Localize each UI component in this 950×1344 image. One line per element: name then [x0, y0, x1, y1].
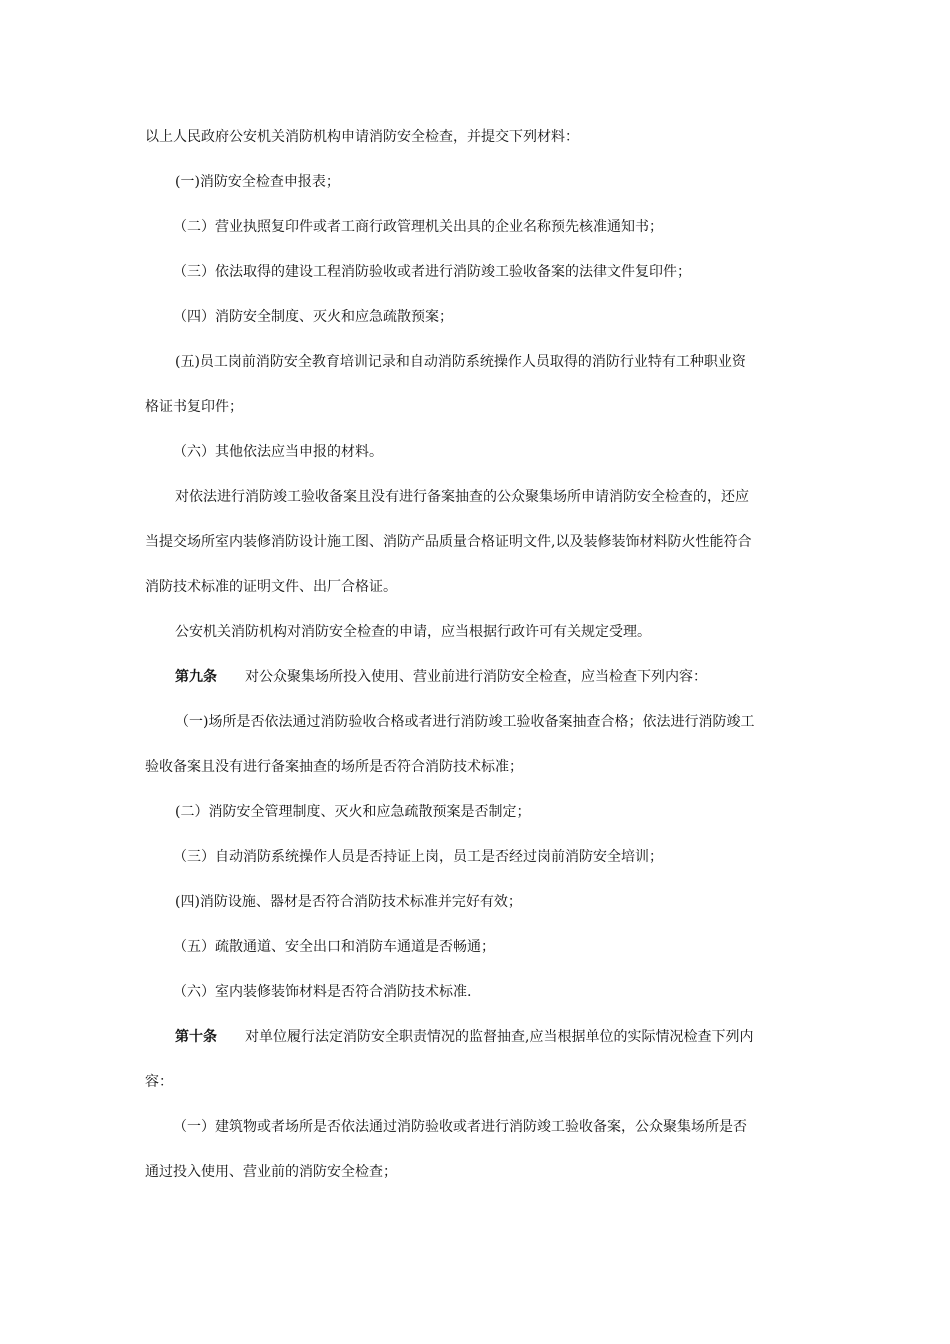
article-heading: 第十条	[175, 1029, 217, 1045]
text-line: 公安机关消防机构对消防安全检查的申请，应当根据行政许可有关规定受理。	[175, 624, 651, 640]
text-line: （一）建筑物或者场所是否依法通过消防验收或者进行消防竣工验收备案，公众聚集场所是否	[173, 1119, 747, 1135]
text-line: 对公众聚集场所投入使用、营业前进行消防安全检查，应当检查下列内容：	[245, 669, 707, 685]
text-line: （六）其他依法应当申报的材料。	[173, 444, 383, 460]
text-line: 对依法进行消防竣工验收备案且没有进行备案抽查的公众聚集场所申请消防安全检查的，还应	[175, 489, 749, 505]
text-line: (五)员工岗前消防安全教育培训记录和自动消防系统操作人员取得的消防行业特有工种职业资	[175, 354, 746, 370]
text-line: （一)场所是否依法通过消防验收合格或者进行消防竣工验收备案抽查合格；依法进行消防竣工	[175, 714, 755, 730]
text-line: 验收备案且没有进行备案抽查的场所是否符合消防技术标准；	[145, 759, 523, 775]
text-line: 当提交场所室内装修消防设计施工图、消防产品质量合格证明文件,以及装修装饰材料防火性能符合	[145, 534, 752, 550]
text-line: （五）疏散通道、安全出口和消防车通道是否畅通；	[173, 939, 495, 955]
article-line	[175, 1027, 753, 1047]
text-line: （三）依法取得的建设工程消防验收或者进行消防竣工验收备案的法律文件复印件；	[173, 264, 691, 280]
text-line: （六）室内装修装饰材料是否符合消防技术标准.	[173, 984, 472, 1000]
text-line: (一)消防安全检查申报表；	[175, 174, 340, 190]
text-line: 对单位履行法定消防安全职责情况的监督抽查,应当根据单位的实际情况检查下列内	[245, 1029, 754, 1045]
text-line: 容：	[145, 1074, 173, 1090]
text-line: (二）消防安全管理制度、灭火和应急疏散预案是否制定；	[175, 804, 531, 820]
article-line	[175, 667, 707, 687]
text-line: （三）自动消防系统操作人员是否持证上岗，员工是否经过岗前消防安全培训；	[173, 849, 663, 865]
text-line: 格证书复印件；	[145, 399, 243, 415]
text-line: 通过投入使用、营业前的消防安全检查；	[145, 1164, 397, 1180]
text-line: 以上人民政府公安机关消防机构申请消防安全检查，并提交下列材料：	[145, 129, 579, 145]
text-line: （二）营业执照复印件或者工商行政管理机关出具的企业名称预先核准通知书；	[173, 219, 663, 235]
text-line: （四）消防安全制度、灭火和应急疏散预案；	[173, 309, 453, 325]
article-heading: 第九条	[175, 669, 217, 685]
text-line: (四)消防设施、器材是否符合消防技术标准并完好有效；	[175, 894, 522, 910]
text-line: 消防技术标准的证明文件、出厂合格证。	[145, 579, 397, 595]
